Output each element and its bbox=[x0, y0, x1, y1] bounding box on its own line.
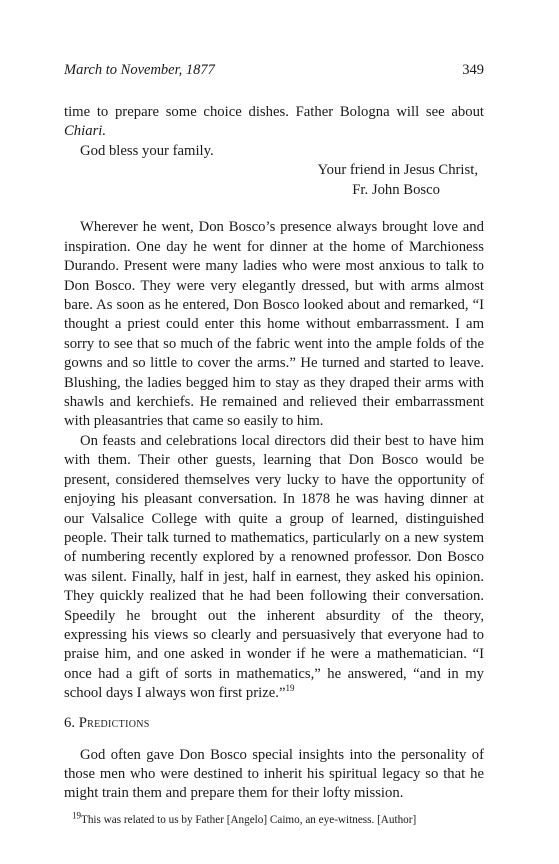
paragraph-1: Wherever he went, Don Bosco’s presence always brought love and inspiration. One day he went for dinner at the home of Marchioness Durando. Present were many ladies who were most anxious to talk to Don Bosco. They were very elegantly dressed, but with arms almost bare. As soon as he entered, Don Bosco looked about and remarked, “I thought a priest could enter this home without embarrassment. I am sorry to see that so much of the fabric went into the ample folds of the gowns and so little to cover the arms.” He turned and started to leave. Blushing, the ladies begged him to stay as they draped their arms with shawls and kerchiefs. He remained and relieved their embarrassment with pleasantries that came so easily to him. bbox=[64, 219, 484, 430]
section-number: 6. bbox=[64, 714, 76, 731]
letter-line-1-italic: Chiari. bbox=[64, 123, 107, 140]
letter-blessing: God bless your family. bbox=[80, 142, 214, 159]
running-head-title: March to November, 1877 bbox=[64, 62, 215, 78]
letter-continuation bbox=[64, 103, 484, 142]
footnote-text: This was related to us by Father [Angelo] Caimo, an eye-witness. [Author] bbox=[81, 813, 417, 826]
letter-line-1-text: time to prepare some choice dishes. Father Bologna will see about bbox=[64, 104, 484, 120]
footnote-reference: 19 bbox=[285, 683, 295, 694]
footnote bbox=[64, 810, 484, 828]
page-number: 349 bbox=[462, 62, 484, 78]
paragraph-2 bbox=[64, 432, 484, 704]
book-page bbox=[64, 60, 484, 828]
spacer bbox=[64, 200, 484, 218]
running-head bbox=[64, 60, 484, 80]
letter-signoff bbox=[64, 161, 478, 200]
letter-signature: Fr. John Bosco bbox=[352, 181, 440, 198]
section-heading bbox=[64, 713, 484, 733]
section-title: Predictions bbox=[78, 714, 150, 731]
paragraph-3: God often gave Don Bosco special insights into the personality of those men who were destined to inherit his spiritual legacy so that he might train them and prepare them for their lofty mission. bbox=[64, 746, 484, 802]
footnote-marker: 19 bbox=[72, 810, 81, 821]
letter-closing: Your friend in Jesus Christ, bbox=[317, 162, 478, 179]
paragraph-2-text: On feasts and celebrations local directors did their best to have him with them. Their other guests, learning that Don Bosco would be present, considered themselves very lucky to have the opportunity of enjoying his pleasant conversation. In 1878 he was having dinner at our Valsalice College with quite a group of learned, distinguished people. Their talk turned to mathematics, particularly on a new system of numbering recently explored by a renowned professor. Don Bosco was silent. Finally, half in jest, half in earnest, they asked his opinion. They quickly realized that he had been following their conversation. Speedily he brought out the inherent absurdity of the theory, expressing his views so clearly and persuasively that everyone had to praise him, and one asked in wonder if he were a mathematician. “I once had a gift of sorts in mathematics,” he answered, “and in my school days I always won first prize.” bbox=[64, 432, 484, 702]
